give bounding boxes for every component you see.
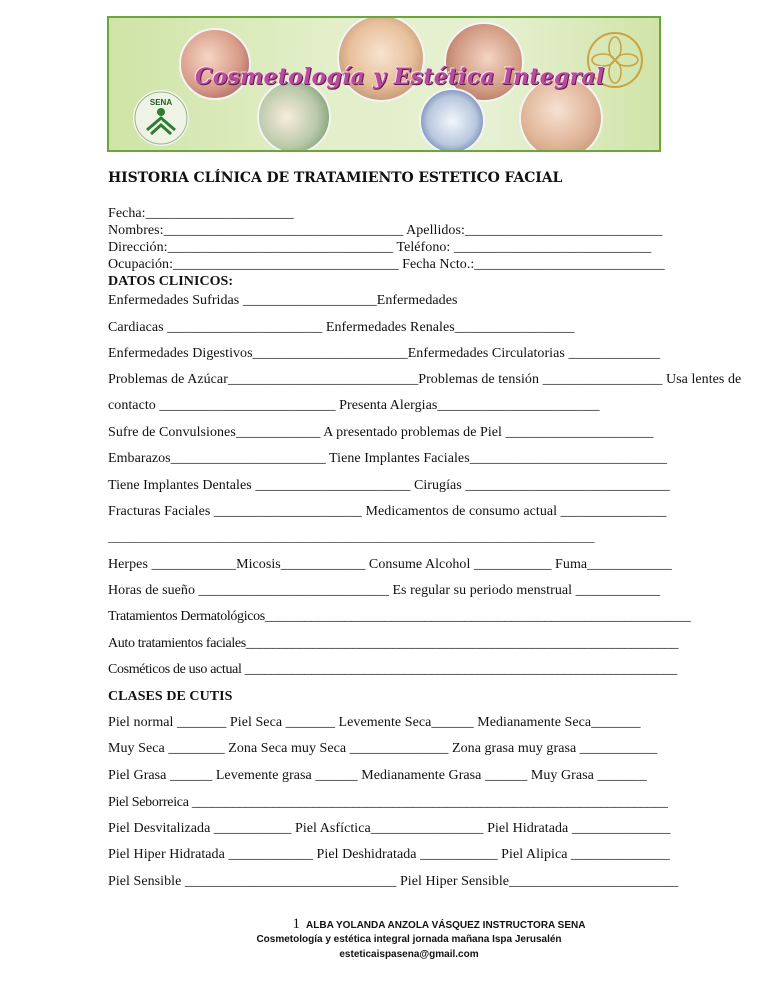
- field-enfermedades-sufridas: Enfermedades Sufridas ___________________Enfermedades: [108, 293, 458, 308]
- field-sensible-hiper-sensible: Piel Sensible ______________________________ Piel Hiper Sensible________________________: [108, 874, 679, 889]
- field-piel-normal-seca: Piel normal _______ Piel Seca _______ Levemente Seca______ Medianamente Seca_______: [108, 715, 641, 730]
- field-herpes-micosis-alcohol-fuma: Herpes ____________Micosis____________ Consume Alcohol ___________ Fuma____________: [108, 557, 672, 572]
- field-hiper-hidratada-deshidratada-alipica: Piel Hiper Hidratada ____________ Piel Deshidratada ___________ Piel Alipica ______________: [108, 847, 670, 862]
- field-implantes-dentales-cirugias: Tiene Implantes Dentales ______________________ Cirugías _____________________________: [108, 478, 670, 493]
- field-convulsiones-piel: Sufre de Convulsiones____________ A presentado problemas de Piel _____________________: [108, 425, 654, 440]
- field-nombres-apellidos: Nombres:__________________________________ Apellidos:____________________________: [108, 223, 663, 238]
- page-title: HISTORIA CLÍNICA DE TRATAMIENTO ESTETICO FACIAL: [108, 170, 563, 186]
- field-cardiacas-renales: Cardiacas ______________________ Enfermedades Renales_________________: [108, 320, 575, 335]
- field-direccion-telefono: Dirección:________________________________ Teléfono: ____________________________: [108, 240, 652, 255]
- product-photo-5: [419, 88, 485, 152]
- field-ocupacion-fecha-ncto: Ocupación:________________________________ Fecha Ncto.:___________________________: [108, 257, 665, 272]
- field-digestivos-circulatorias: Enfermedades Digestivos______________________Enfermedades Circulatorias _____________: [108, 346, 661, 361]
- footer-email: esteticaispasena@gmail.com: [339, 949, 479, 960]
- field-muy-seca-zona: Muy Seca ________ Zona Seca muy Seca ______________ Zona grasa muy grasa ___________: [108, 741, 658, 756]
- field-desvitalizada-asfictica-hidratada: Piel Desvitalizada ___________ Piel Asfíctica________________ Piel Hidratada ______________: [108, 821, 671, 836]
- field-azucar-tension-lentes: Problemas de Azúcar___________________________Problemas de tensión _________________ Usa lentes de: [108, 372, 742, 387]
- section-heading-datos-clinicos: DATOS CLINICOS:: [108, 274, 234, 289]
- field-fecha: Fecha:_____________________: [108, 206, 294, 221]
- section-heading-clases-cutis: CLASES DE CUTIS: [108, 689, 233, 704]
- field-embarazos-implantes-faciales: Embarazos______________________ Tiene Implantes Faciales____________________________: [108, 451, 668, 466]
- footer-author-text: ALBA YOLANDA ANZOLA VÁSQUEZ INSTRUCTORA SENA: [306, 920, 586, 931]
- field-sueno-periodo: Horas de sueño ___________________________ Es regular su periodo menstrual ____________: [108, 583, 661, 598]
- page-number: 1: [292, 916, 301, 932]
- field-piel-seborreica: Piel Seborreica _______________________________________________________________________: [108, 795, 668, 810]
- footer-author: [55, 916, 768, 933]
- banner-title: Cosmetología y Estética Integral: [195, 64, 605, 90]
- field-auto-tratamientos: Auto tratamientos faciales_________________________________________________________________: [108, 636, 679, 651]
- footer-program: Cosmetología y estética integral jornada mañana Ispa Jerusalén: [256, 934, 562, 945]
- field-fracturas-medicamentos: Fracturas Faciales _____________________ Medicamentos de consumo actual _______________: [108, 504, 667, 519]
- treatment-photo-4: [257, 80, 331, 152]
- field-blank-line: __________________________________________________________________________________________: [108, 530, 595, 544]
- svg-text:SENA: SENA: [149, 98, 173, 107]
- field-cosmeticos: Cosméticos de uso actual _________________________________________________________________: [108, 662, 677, 677]
- field-piel-grasa: Piel Grasa ______ Levemente grasa ______ Medianamente Grasa ______ Muy Grasa _______: [108, 768, 647, 783]
- field-contacto-alergias: contacto _________________________ Presenta Alergias_______________________: [108, 398, 600, 413]
- header-banner: [107, 16, 661, 152]
- field-tratamientos-dermatologicos: Tratamientos Dermatológicos________________________________________________________________: [108, 609, 691, 624]
- sena-logo-icon: [133, 90, 189, 146]
